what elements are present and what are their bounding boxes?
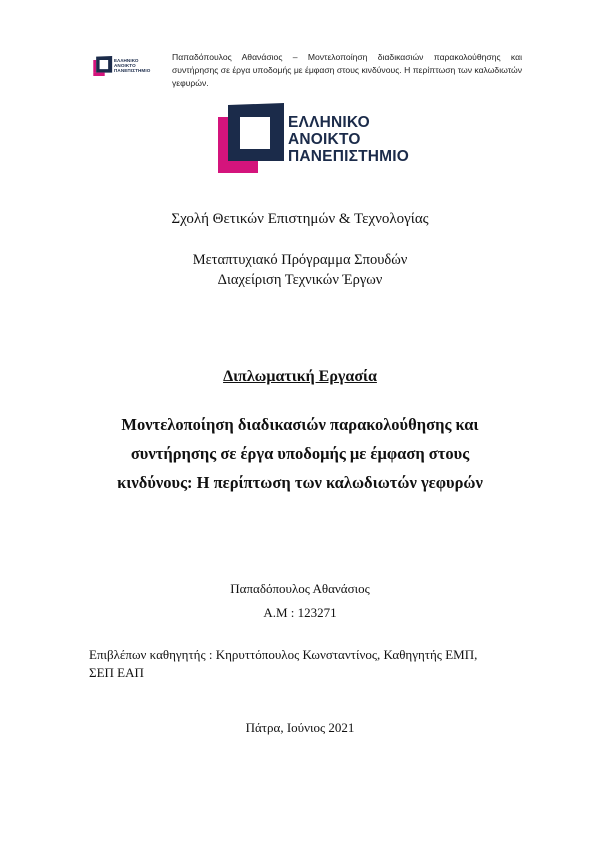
title-line-2: συντήρησης σε έργα υποδομής με έμφαση στους bbox=[130, 444, 470, 463]
author-name: Παπαδόπουλος Αθανάσιος bbox=[230, 581, 370, 596]
supervisor bbox=[89, 646, 519, 682]
header-logo-line-1: ΕΛΛΗΝΙΚΟ bbox=[114, 58, 139, 63]
header-logo-line-3: ΠΑΝΕΠΙΣΤΗΜΙΟ bbox=[114, 68, 151, 74]
university-logo bbox=[218, 103, 410, 173]
program-line-2: Διαχείριση Τεχνικών Έργων bbox=[217, 272, 383, 288]
title-line-3: κινδύνους: Η περίπτωση των καλωδιωτών γεφυρών bbox=[117, 473, 483, 492]
thesis-title bbox=[90, 410, 510, 497]
header-logo bbox=[93, 56, 151, 78]
eap-emblem-icon bbox=[218, 103, 286, 173]
title-line-1: Μοντελοποίηση διαδικασιών παρακολούθησης και bbox=[121, 415, 479, 434]
header-logo-line-2: ΑΝΟΙΚΤΟ bbox=[114, 63, 136, 69]
program-line-1: Μεταπτυχιακό Πρόγραμμα Σπουδών bbox=[192, 252, 408, 268]
supervisor-line-1: Επιβλέπων καθηγητής : Κηρυττόπουλος Κωνσταντίνος, Καθηγητής ΕΜΠ, bbox=[89, 647, 478, 662]
eap-logo-icon bbox=[93, 56, 113, 76]
school-name: Σχολή Θετικών Επιστημών & Τεχνολογίας bbox=[171, 211, 429, 227]
document-type: Διπλωματική Εργασία bbox=[223, 368, 377, 385]
supervisor-line-2: ΣΕΠ ΕΑΠ bbox=[89, 665, 144, 680]
program-name bbox=[0, 250, 600, 290]
place-date: Πάτρα, Ιούνιος 2021 bbox=[245, 720, 355, 735]
student-id: Α.Μ : 123271 bbox=[263, 605, 337, 620]
running-header: Παπαδόπουλος Αθανάσιος – Μοντελοποίηση διαδικασιών παρακολούθησης και συντήρησης σε έργα υποδομής με έμφαση στους κινδύνους. Η περίπτωση των καλωδιωτών γεφυρών. bbox=[172, 52, 522, 88]
logo-line-3: ΠΑΝΕΠΙΣΤΗΜΙΟ bbox=[288, 148, 410, 165]
logo-line-1: ΕΛΛΗΝΙΚΟ bbox=[288, 114, 370, 131]
logo-line-2: ΑΝΟΙΚΤΟ bbox=[288, 131, 361, 148]
